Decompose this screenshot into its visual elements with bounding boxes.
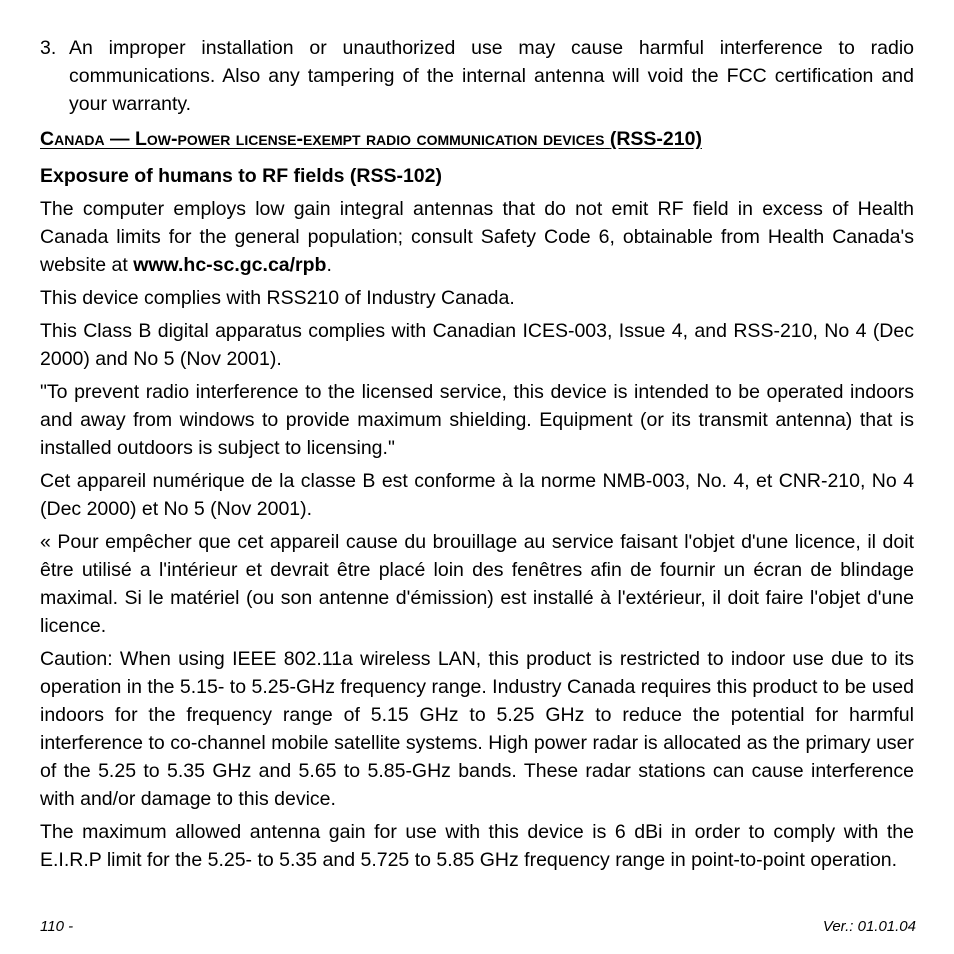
- paragraph-rf-exposure: [40, 195, 914, 279]
- health-canada-url: www.hc-sc.gc.ca/rpb: [133, 254, 327, 276]
- list-item-3: [40, 34, 914, 118]
- list-item-number: 3.: [40, 37, 57, 59]
- paragraph-french-class-b: Cet appareil numérique de la classe B est conforme à la norme NMB-003, No. 4, et CNR-210, No 4 (Dec 2000) et No 5 (Nov 2001).: [40, 470, 914, 520]
- page-number: 110 -: [40, 918, 74, 935]
- paragraph-rf-exposure-text: The computer employs low gain integral antennas that do not emit RF field in excess of Health Canada limits for the general population; consult Safety Code 6, obtainable from Health Canada's website at: [40, 198, 914, 276]
- list-item-text: An improper installation or unauthorized use may cause harmful interference to radio communications. Also any tampering of the internal antenna will void the FCC certification and your warranty.: [69, 37, 914, 115]
- paragraph-caution: Caution: When using IEEE 802.11a wireless LAN, this product is restricted to indoor use due to its operation in the 5.15- to 5.25-GHz frequency range. Industry Canada requires this product to be used indoors for the frequency range of 5.15 GHz to 5.25 GHz to reduce the potential for harmful interference to co-channel mobile satellite systems. High power radar is allocated as the primary user of the 5.25 to 5.35 GHz and 5.65 to 5.85-GHz bands. These radar stations can cause interference with and/or damage to this device.: [40, 648, 914, 810]
- paragraph-rf-exposure-end: .: [326, 254, 332, 276]
- document-body: [40, 34, 914, 879]
- paragraph-licensing-quote: "To prevent radio interference to the licensed service, this device is intended to be operated indoors and away from windows to provide maximum shielding. Equipment (or its transmit antenna) that is installed outdoors is subject to licensing.": [40, 381, 914, 459]
- version-label: Ver.: 01.01.04: [822, 918, 916, 935]
- subheading: Exposure of humans to RF fields (RSS-102): [40, 165, 442, 187]
- section-heading-title: Canada — Low-power license-exempt radio communication devices: [40, 128, 605, 150]
- paragraph-antenna-gain: The maximum allowed antenna gain for use with this device is 6 dBi in order to comply with the E.I.R.P limit for the 5.25- to 5.35 and 5.725 to 5.85 GHz frequency range in point-to-point operation.: [40, 821, 914, 871]
- section-heading: [40, 126, 914, 152]
- paragraph-french-licensing: « Pour empêcher que cet appareil cause du brouillage au service faisant l'objet d'une licence, il doit être utilisé a l'intérieur et devrait être placé loin des fenêtres afin de fournir un écran de blindage maximal. Si le matériel (ou son antenne d'émission) est installé à l'extérieur, il doit faire l'objet d'une licence.: [40, 531, 914, 637]
- section-heading-code: (RSS-210): [609, 128, 702, 150]
- paragraph-class-b: This Class B digital apparatus complies with Canadian ICES-003, Issue 4, and RSS-210, No 4 (Dec 2000) and No 5 (Nov 2001).: [40, 320, 914, 370]
- paragraph-rss210: This device complies with RSS210 of Industry Canada.: [40, 287, 515, 309]
